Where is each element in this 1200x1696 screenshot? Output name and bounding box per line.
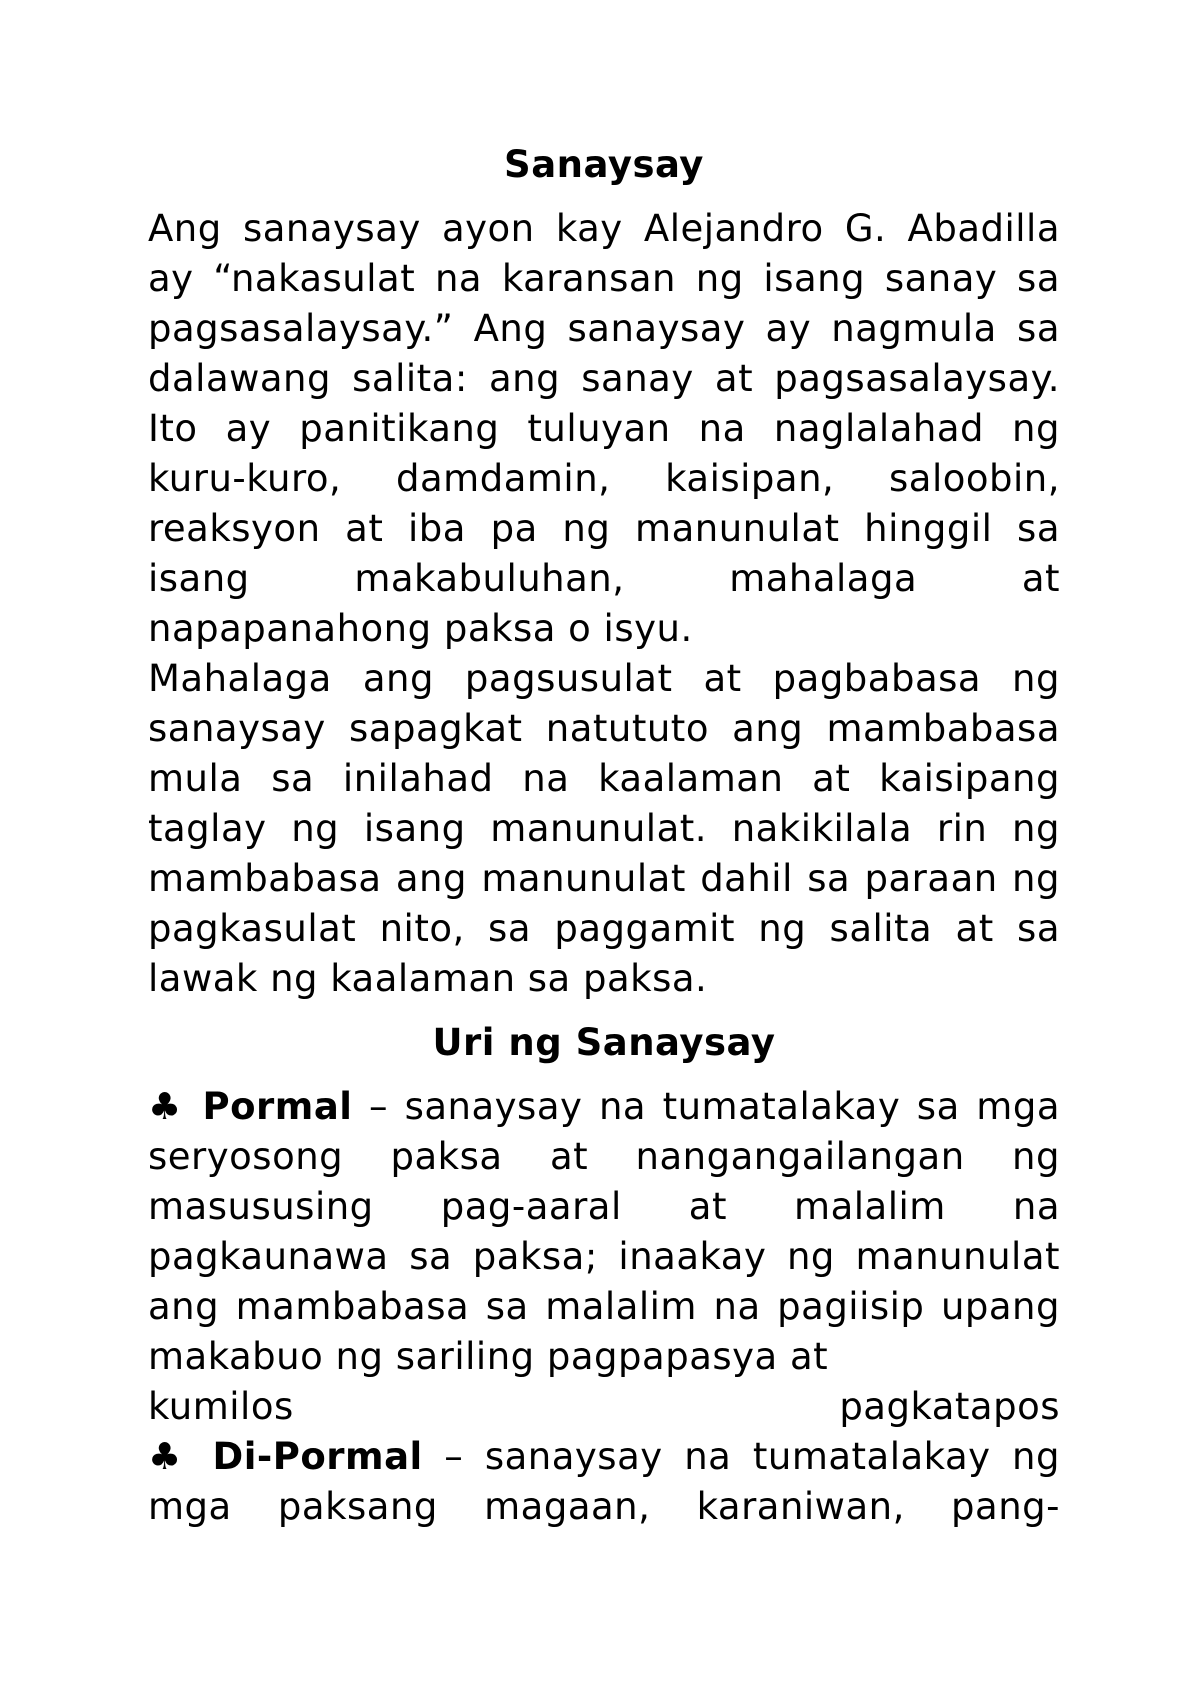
type-item-di-pormal <box>148 1432 1060 1532</box>
club-bullet-icon: ♣ <box>148 1435 191 1478</box>
club-bullet-icon: ♣ <box>148 1085 186 1128</box>
type-term: Pormal <box>202 1085 353 1128</box>
type-term: Di-Pormal <box>212 1435 423 1478</box>
type-item-pormal <box>148 1082 1060 1432</box>
paragraph-importance: Mahalaga ang pagsusulat at pagbabasa ng sanaysay sapagkat natututo ang mambabasa mula sa inilahad na kaalaman at kaisipang taglay ng isang manunulat. nakikilala rin ng mambabasa ang manunulat dahil sa paraan ng pagkasulat nito, sa paggamit ng salita at sa lawak ng kaalaman sa paksa. <box>148 657 1060 1000</box>
type-definition: – sanaysay na tumatalakay sa mga seryosong paksa at nangangailangan ng masususing pag-aaral at malalim na pagkaunawa sa paksa; inaakay ng manunulat ang mambabasa sa malalim na pagiisip upang makabuo ng sariling pagpapasya at <box>148 1085 1060 1378</box>
type-definition-tail: kumilos pagkatapos <box>148 1385 1060 1428</box>
document-title: Sanaysay <box>504 143 704 186</box>
type-definition: – sanaysay na tumatalakay ng mga paksang magaan, karaniwan, pang- <box>148 1435 1060 1528</box>
document-page <box>148 140 1060 1532</box>
section-title: Uri ng Sanaysay <box>432 1021 776 1064</box>
paragraph-definition: Ang sanaysay ayon kay Alejandro G. Abadilla ay “nakasulat na karansan ng isang sanay sa pagsasalaysay.” Ang sanaysay ay nagmula sa dalawang salita: ang sanay at pagsasalaysay. Ito ay panitikang tuluyan na naglalahad ng kuru-kuro, damdamin, kaisipan, saloobin, reaksyon at iba pa ng manunulat hinggil sa isang makabuluhan, mahalaga at napapanahong paksa o isyu. <box>148 207 1060 650</box>
